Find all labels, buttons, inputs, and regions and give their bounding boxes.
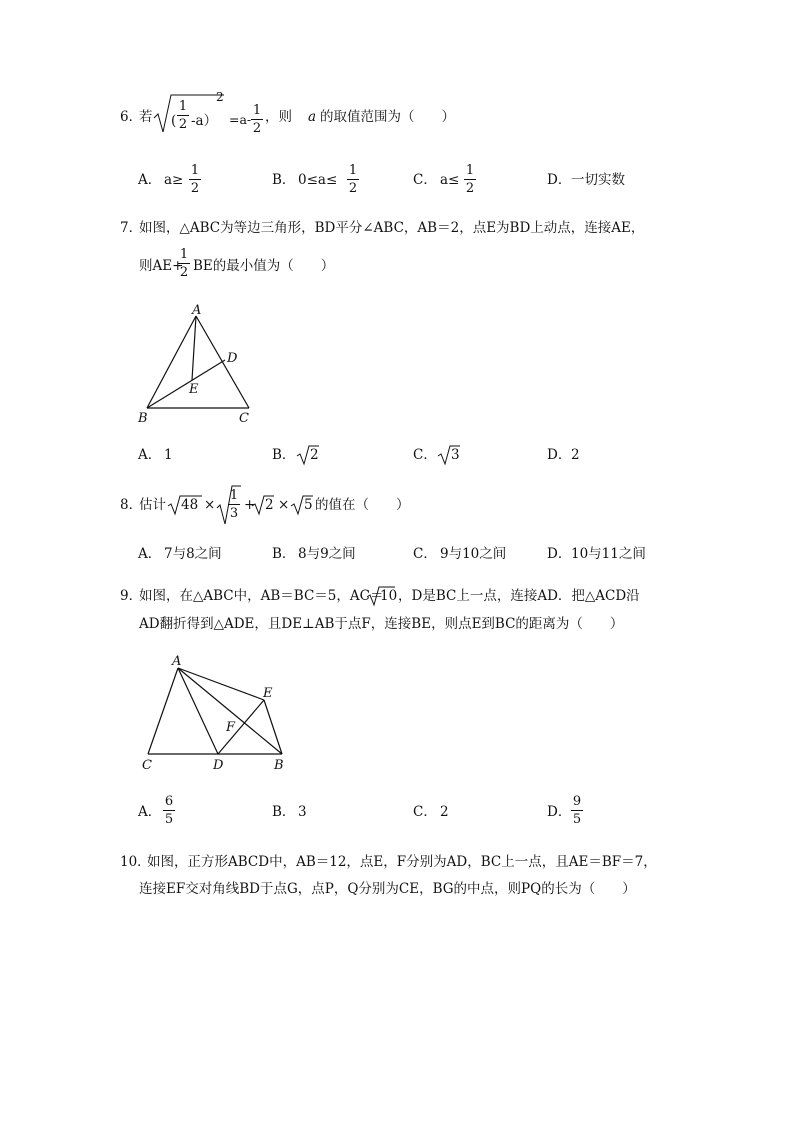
paren: ( [171,113,177,129]
option-label: C． [413,804,437,820]
label-f: F [226,720,236,735]
option-text: 10与11之间 [571,546,646,562]
question-number: 10． [120,854,151,870]
label-e: E [263,686,273,701]
fold-figure [136,650,296,776]
option-text: 3 [298,804,307,820]
option-label: C． [413,546,437,562]
label-b: B [274,758,284,773]
operator: × [204,497,216,513]
option-label: A． [138,804,162,820]
fraction: 1 2 [190,163,200,196]
option-label: B． [272,804,296,820]
question-number: 7． [120,220,143,236]
label-a: A [172,654,182,669]
question-text: AD翻折得到△ADE，且DE⊥AB于点F，连接BE，则点E到BC的距离为（ ） [139,616,624,632]
question-text: 如图，在△ABC中，AB＝BC＝5，AC＝ [139,588,384,604]
question-text: BE的最小值为（ ） [193,258,335,274]
radicand: 2 [310,447,319,463]
question-text: 如图，△ABC为等边三角形，BD平分∠ABC，AB＝2，点E为BD上动点，连接AE， [139,220,645,236]
option-label: D． [547,546,572,562]
radicand: 5 [304,497,313,513]
option-label: A． [138,546,162,562]
fraction: 6 5 [164,794,174,827]
option-label: A． [138,447,162,463]
option-text: 8与9之间 [298,546,356,562]
option-label: B． [272,172,296,188]
option-text: 7与8之间 [164,546,222,562]
option-text: 2 [440,804,449,820]
label-d: D [227,351,238,366]
side-ac [148,668,178,754]
option-text: a≤ [440,172,460,188]
option-text: 0≤a≤ [298,172,338,188]
question-text: 估计 [139,497,166,513]
fraction: 1 2 [178,99,188,132]
segment-de [218,700,264,754]
expr-text: -a） [191,113,218,129]
question-text: 如图，正方形ABCD中，AB＝12，点E，F分别为AD，BC上一点，且AE＝BF＝7， [147,854,657,870]
triangle-figure [134,300,264,428]
option-text: 一切实数 [571,172,625,188]
question-number: 6． [120,109,143,125]
option-text: 9与10之间 [440,546,507,562]
question-text: 若 [139,109,153,125]
label-e: E [189,382,199,397]
option-label: A． [138,172,162,188]
question-text: ，D是BC上一点，连接AD．把△ACD沿 [398,588,640,604]
radicand: 48 [181,497,199,513]
option-text: 1 [164,447,173,463]
option-label: B． [272,546,296,562]
option-label: C． [413,447,437,463]
fraction: 9 5 [572,794,582,827]
side-ab [178,668,282,754]
question-text: 连接EF交对角线BD于点G，点P，Q分别为CE，BG的中点，则PQ的长为（ ） [139,881,636,897]
option-label: D． [547,172,572,188]
expr-text: =a- [229,112,252,127]
fraction: 1 2 [348,163,358,196]
option-label: D． [547,804,572,820]
label-d: D [213,758,224,773]
radicand: 3 [451,447,460,463]
segment-ae [192,316,196,380]
variable: a [308,109,317,125]
radicand: 10 [380,588,398,604]
question-text: 的值在（ ） [315,497,410,513]
option-label: D． [547,447,572,463]
fraction: 1 2 [252,103,262,136]
question-text: 则AE+ [139,258,184,274]
option-label: C． [413,172,437,188]
fraction: 1 3 [229,488,239,521]
label-c: C [142,758,152,773]
exponent: 2 [216,90,224,104]
label-a: A [192,303,202,318]
option-label: B． [272,447,296,463]
question-text: ，则 [265,109,292,125]
option-text: a≥ [164,172,184,188]
question-number: 9． [120,588,143,604]
operator: × [278,497,290,513]
label-c: C [239,411,249,426]
option-text: 2 [571,447,580,463]
segment-bd [147,360,225,408]
label-b: B [138,411,148,426]
question-number: 8． [120,497,143,513]
radicand: 2 [265,497,274,513]
fraction: 1 2 [179,247,189,280]
fraction: 1 2 [465,163,475,196]
question-text: 的取值范围为（ ） [320,109,455,125]
operator: + [244,497,256,513]
